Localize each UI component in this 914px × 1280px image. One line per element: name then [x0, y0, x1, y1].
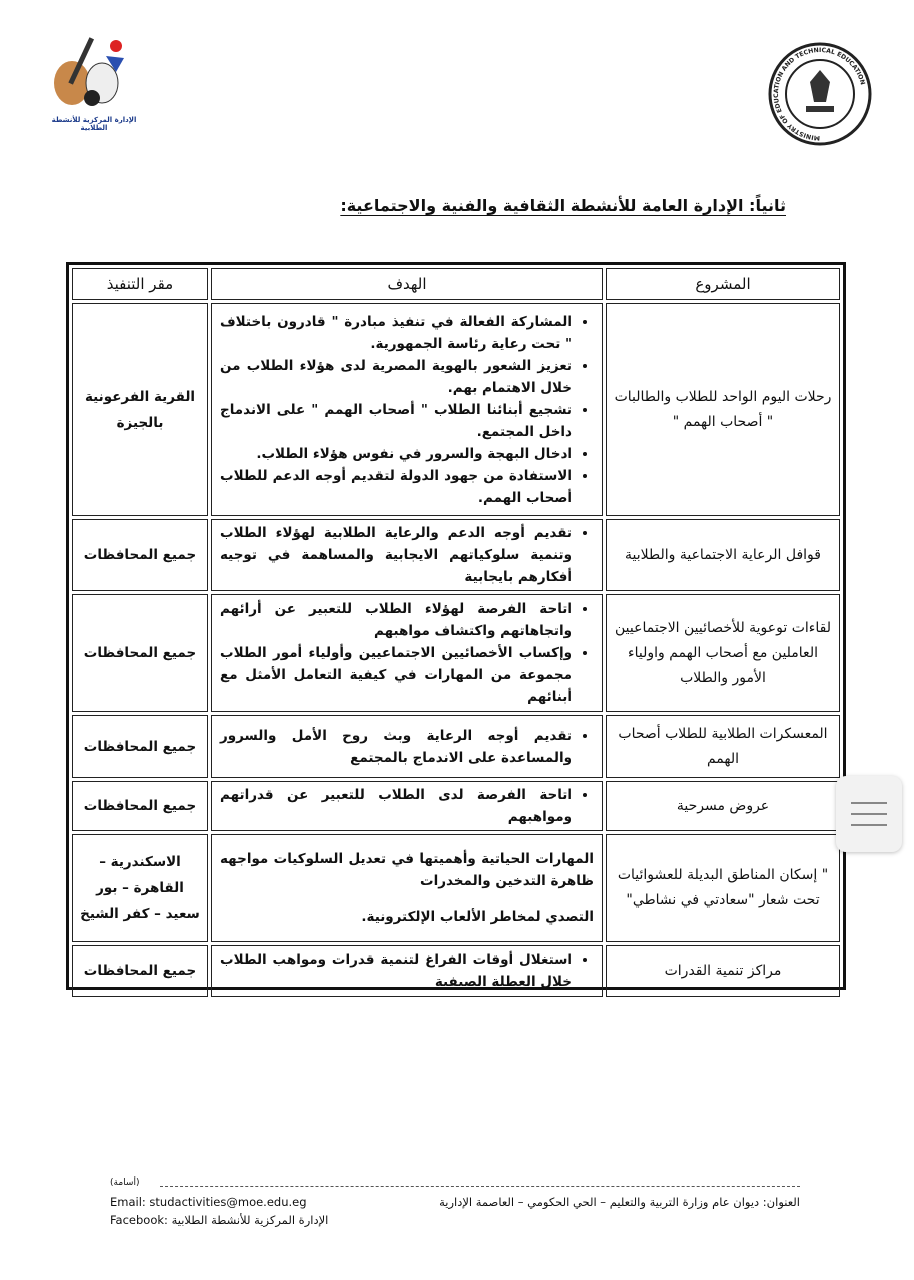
table-row [72, 594, 840, 712]
table-row [72, 834, 840, 942]
table-row [72, 945, 840, 997]
footer-facebook[interactable]: Facebook: الإدارة المركزية للأنشطة الطلابية [110, 1213, 329, 1227]
logo-caption: الإدارة المركزية للأنشطة الطلابية [51, 116, 137, 132]
table-row [72, 519, 840, 591]
place-cell: القرية الفرعونية بالجيزة [72, 303, 208, 516]
project-cell: قوافل الرعاية الاجتماعية والطلابية [606, 519, 840, 591]
goal-item: • الاستفادة من جهود الدولة لتقديم أوجه الدعم للطلاب أصحاب الهمم. [220, 465, 572, 509]
ministry-seal-icon [766, 40, 874, 148]
menu-line-icon [851, 813, 887, 815]
goal-item: • ادخال البهجة والسرور في نفوس هؤلاء الطلاب. [220, 443, 572, 465]
goal-text: المهارات الحياتية وأهميتها في تعديل السلوكيات مواجهه ظاهرة التدخين والمخدرات [220, 851, 594, 889]
goal-item: • وإكساب الأخصائيين الاجتماعيين وأولياء أمور الطلاب مجموعة من المهارات في كيفية التعامل الأمثل مع أبنائهم [220, 642, 572, 708]
projects-table [66, 262, 846, 990]
student-activities-logo [44, 28, 139, 138]
goal-item: • المشاركة الفعالة في تنفيذ مبادرة " قادرون باختلاف " تحت رعاية رئاسة الجمهورية. [220, 311, 572, 355]
table-row [72, 715, 840, 778]
footer-divider [160, 1186, 800, 1187]
goal-item: • تشجيع أبنائنا الطلاب " أصحاب الهمم " على الاندماج داخل المجتمع. [220, 399, 572, 443]
project-cell: عروض مسرحية [606, 781, 840, 831]
header-project: المشروع [606, 268, 840, 300]
table-header-row [72, 268, 840, 300]
music-arts-emblem-icon [44, 28, 139, 118]
goal-cell [211, 519, 603, 591]
table-row [72, 303, 840, 516]
goal-text: التصدي لمخاطر الألعاب الإلكترونية. [361, 909, 594, 925]
footer-email[interactable]: Email: studactivities@moe.edu.eg [110, 1195, 307, 1209]
project-cell: المعسكرات الطلابية للطلاب أصحاب الهمم [606, 715, 840, 778]
goal-item: • استغلال أوقات الفراغ لتنمية قدرات ومواهب الطلاب خلال العطلة الصيفية [220, 949, 572, 993]
goal-item: • تقديم أوجه الدعم والرعاية الطلابية لهؤلاء الطلاب وتنمية سلوكياتهم الايجابية والمساهمة في توجيه أفكارهم بايجابية [220, 522, 572, 588]
project-cell: رحلات اليوم الواحد للطلاب والطالبات " أصحاب الهمم " [606, 303, 840, 516]
header-place: مقر التنفيذ [72, 268, 208, 300]
author-note: (أسامة) [110, 1178, 140, 1188]
menu-line-icon [851, 824, 887, 826]
table-row [72, 781, 840, 831]
goal-cell [211, 834, 603, 942]
header-goal: الهدف [211, 268, 603, 300]
goal-cell [211, 715, 603, 778]
floating-menu-button[interactable] [836, 776, 902, 852]
goal-item: • تقديم أوجه الرعاية وبث روح الأمل والسرور والمساعدة على الاندماج بالمجتمع [220, 725, 572, 769]
place-cell: الاسكندرية – القاهرة – بور سعيد – كفر الشيخ [72, 834, 208, 942]
footer-address: العنوان: ديوان عام وزارة التربية والتعليم – الحي الحكومي – العاصمة الإدارية [439, 1195, 800, 1209]
section-title: ثانياً: الإدارة العامة للأنشطة الثقافية والفنية والاجتماعية: [340, 196, 786, 215]
project-cell: " إسكان المناطق البديلة للعشوائيات تحت شعار "سعادتي في نشاطي" [606, 834, 840, 942]
place-cell: جميع المحافظات [72, 781, 208, 831]
place-cell: جميع المحافظات [72, 715, 208, 778]
goal-cell [211, 945, 603, 997]
seal-text: MINISTRY OF EDUCATION AND TECHNICAL EDUCATION [772, 46, 866, 142]
project-cell: مراكز تنمية القدرات [606, 945, 840, 997]
goal-item: • تعزيز الشعور بالهوية المصرية لدى هؤلاء الطلاب من خلال الاهتمام بهم. [220, 355, 572, 399]
place-cell: جميع المحافظات [72, 519, 208, 591]
project-cell: لقاءات توعوية للأخصائيين الاجتماعيين العاملين مع أصحاب الهمم واولياء الأمور والطلاب [606, 594, 840, 712]
page-footer [110, 1180, 800, 1227]
goal-item: • اتاحة الفرصة لهؤلاء الطلاب للتعبير عن أرائهم واتجاهاتهم واكتشاف مواهبهم [220, 598, 572, 642]
menu-line-icon [851, 802, 887, 804]
ministry-logo [766, 40, 874, 148]
place-cell: جميع المحافظات [72, 945, 208, 997]
goal-cell [211, 781, 603, 831]
goal-item: • اتاحة الفرصة لدى الطلاب للتعبير عن قدراتهم ومواهبهم [220, 784, 572, 828]
place-cell: جميع المحافظات [72, 594, 208, 712]
goal-cell [211, 303, 603, 516]
goal-cell [211, 594, 603, 712]
